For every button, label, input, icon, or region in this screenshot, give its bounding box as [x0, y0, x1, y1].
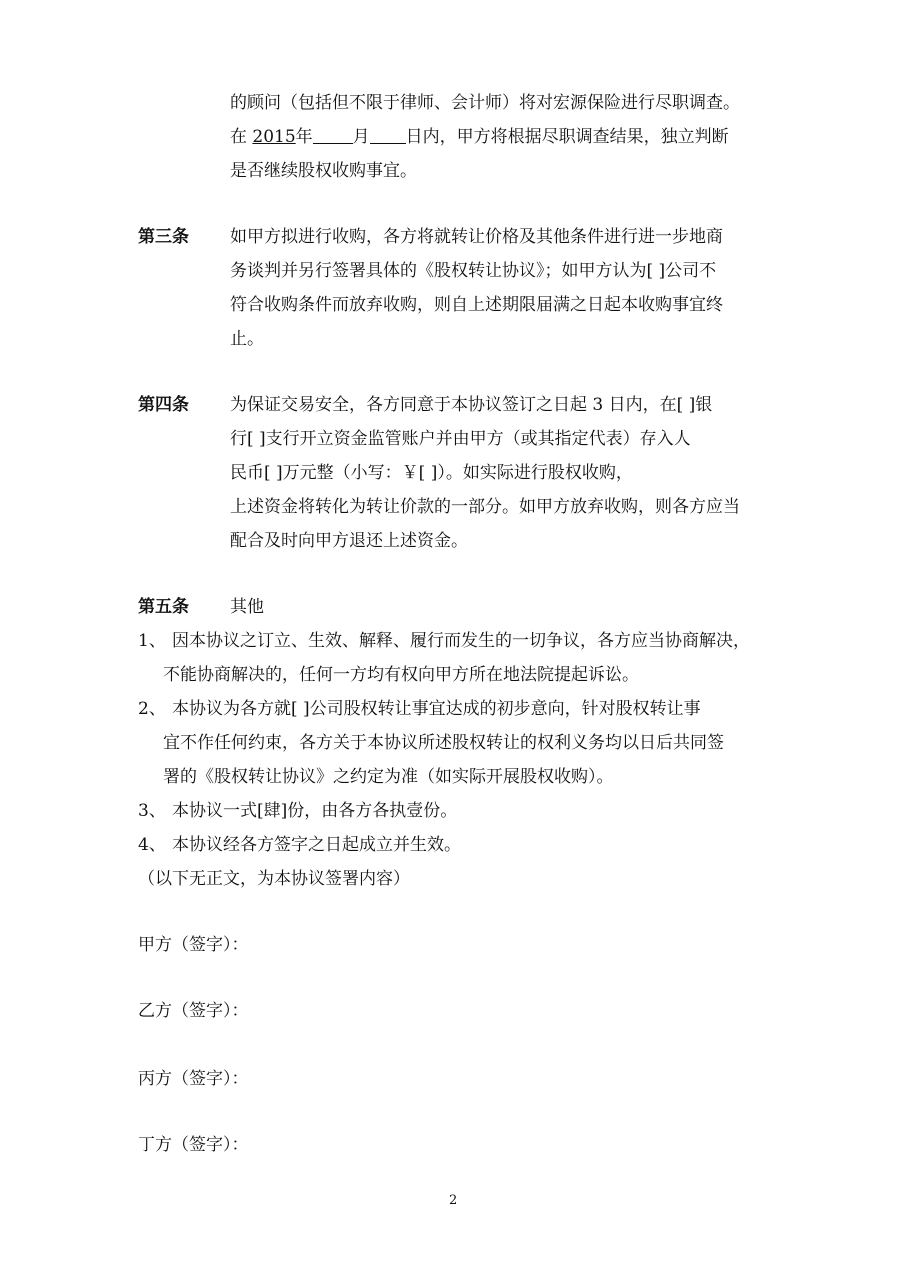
intro-line-2-prefix: 在 [230, 127, 253, 147]
page-number: 2 [449, 1193, 458, 1208]
article-4-line: 为保证交易安全，各方同意于本协议签订之日起 3 日内，在[ ]银 [230, 395, 713, 415]
list-item-number: 3、 [138, 801, 166, 821]
article-4-line: 配合及时向甲方退还上述资金。 [230, 531, 468, 551]
intro-year-unit: 年 [295, 127, 313, 147]
article-3-line: 务谈判并另行签署具体的《股权转让协议》；如甲方认为[ ]公司不 [230, 261, 717, 281]
article-3-line: 止。 [230, 329, 264, 349]
list-item-line: 本协议为各方就[ ]公司股权转让事宜达成的初步意向，针对股权转让事 [172, 699, 701, 719]
article-3-heading: 第三条 [138, 227, 189, 247]
intro-line-1: 的顾问（包括但不限于律师、会计师）将对宏源保险进行尽职调查。 [230, 93, 740, 113]
article-3-line: 符合收购条件而放弃收购，则自上述期限届满之日起本收购事宜终 [230, 295, 723, 315]
intro-line-2-suffix: 日内，甲方将根据尽职调查结果，独立判断 [405, 127, 729, 147]
list-item-line: 因本协议之订立、生效、解释、履行而发生的一切争议，各方应当协商解决， [172, 631, 750, 651]
month-blank [313, 126, 353, 144]
list-item-line: 本协议经各方签字之日起成立并生效。 [172, 835, 461, 855]
intro-line-2 [230, 126, 729, 148]
list-item-line: 署的《股权转让协议》之约定为准（如实际开展股权收购）。 [163, 767, 614, 787]
list-item-line: 不能协商解决的，任何一方均有权向甲方所在地法院提起诉讼。 [163, 665, 639, 685]
list-item-number: 1、 [138, 631, 166, 651]
intro-line-3: 是否继续股权收购事宜。 [230, 161, 417, 181]
signature-party-c: 丙方（签字）： [138, 1069, 249, 1089]
article-4-line: 上述资金将转化为转让价款的一部分。如甲方放弃收购，则各方应当 [230, 497, 740, 517]
list-item-number: 4、 [138, 835, 166, 855]
end-note: （以下无正文，为本协议签署内容） [138, 869, 410, 889]
intro-month-unit: 月 [352, 127, 370, 147]
intro-year: 2015 [252, 127, 296, 147]
article-4-heading: 第四条 [138, 395, 189, 415]
article-4-line: 行[ ]支行开立资金监管账户并由甲方（或其指定代表）存入人 [230, 429, 691, 449]
signature-party-d: 丁方（签字）： [138, 1135, 249, 1155]
article-4-line: 民币[ ]万元整（小写：￥[ ]）。如实际进行股权收购， [230, 463, 633, 483]
list-item-line: 本协议一式[肆]份，由各方各执壹份。 [172, 801, 458, 821]
article-5-title: 其他 [230, 597, 264, 617]
list-item-line: 宜不作任何约束，各方关于本协议所述股权转让的权利义务均以日后共同签 [163, 733, 724, 753]
article-3-line: 如甲方拟进行收购，各方将就转让价格及其他条件进行进一步地商 [230, 227, 723, 247]
signature-party-a: 甲方（签字）： [138, 935, 249, 955]
day-blank [370, 126, 406, 144]
article-5-heading: 第五条 [138, 597, 189, 617]
list-item-number: 2、 [138, 699, 166, 719]
signature-party-b: 乙方（签字）： [138, 1001, 249, 1021]
